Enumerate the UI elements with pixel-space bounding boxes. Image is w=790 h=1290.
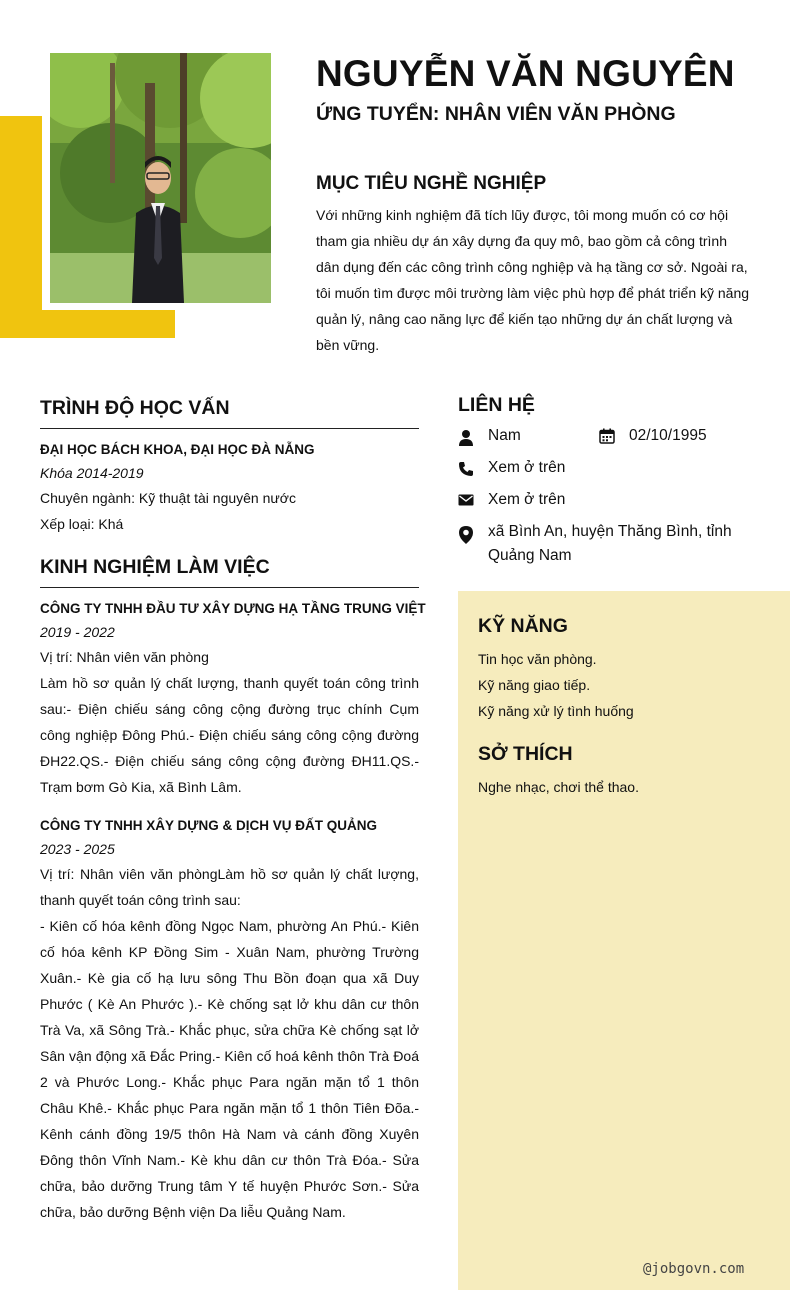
objective-text: Với những kinh nghiệm đã tích lũy được, tôi mong muốn có cơ hội tham gia nhiều dự án xây dựng đa quy mô, bao gồm cả công trình dân dụng đến các công trình công nghiệp và hạ tầng cơ sở. Ngoài ra, tôi muốn tìm được môi trường làm việc phù hợp để phát triển kỹ năng quản lý, nâng cao năng lực để kiến tạo những dự án chất lượng và bền vững. [316, 207, 750, 353]
phone-icon [458, 461, 474, 477]
job-period: 2023 - 2025 [40, 841, 115, 857]
contact-birthday: 02/10/1995 [629, 427, 707, 444]
job-period: 2019 - 2022 [40, 624, 115, 640]
candidate-name: NGUYỄN VĂN NGUYÊN [316, 53, 735, 94]
yellow-frame-horizontal [0, 310, 175, 338]
job-description: Làm hồ sơ quản lý chất lượng, thanh quyết toán công trình sau:- Điện chiếu sáng công cộng đường trục chính Cụm công nghiệp Đông Phú.- Điện chiếu sáng công cộng đường ĐH22.QS.- Điện chiếu sáng công cộng đường ĐH11.QS.- Trạm bơm Gò Kia, xã Bình Lâm. [40, 675, 419, 795]
location-pin-icon [458, 525, 474, 541]
education-grade: Xếp loại: Khá [40, 516, 124, 532]
profile-photo [50, 53, 271, 303]
hobbies-title: SỞ THÍCH [478, 743, 573, 765]
hobbies-text: Nghe nhạc, chơi thể thao. [478, 779, 639, 795]
education-title: TRÌNH ĐỘ HỌC VẤN [40, 397, 230, 419]
contact-email: Xem ở trên [488, 491, 566, 508]
job-role: Vị trí: Nhân viên văn phòngLàm hồ sơ quản lý chất lượng, thanh quyết toán công trình sau: [40, 866, 419, 908]
skill-item: Tin học văn phòng. [478, 651, 597, 667]
contact-address: xã Bình An, huyện Thăng Bình, tỉnh Quảng Nam [488, 523, 732, 564]
person-icon [458, 429, 474, 445]
contact-phone: Xem ở trên [488, 459, 566, 476]
contact-title: LIÊN HỆ [458, 394, 535, 416]
skill-item: Kỹ năng xử lý tình huống [478, 703, 634, 719]
watermark: @jobgovn.com [643, 1261, 745, 1277]
contact-gender: Nam [488, 427, 521, 444]
job-description: - Kiên cố hóa kênh đồng Ngọc Nam, phường An Phú.- Kiên cố hóa kênh KP Đồng Sim - Xuân Nam, phường Trường Xuân.- Kè gia cố hạ lưu sông Thu Bồn đoạn qua xã Duy Phước ( Kè An Phước ).- Kè chống sạt lở khu dân cư thôn Trà Va, xã Sông Trà.- Khắc phục, sửa chữa Kè chống sạt lở Sân vận động xã Đắc Pring.- Kiên cố hoá kênh thôn Trà Đoá 2 và Phước Long.- Khắc phục Para ngăn mặn tổ 1 thôn Châu Khê.- Khắc phục Para ngăn mặn tổ 1 thôn Tiên Đõa.- Kênh cánh đồng 19/5 thôn Hà Nam và cánh đồng Xuyên Đông thôn Vĩnh Nam.- Kè khu dân cư thôn Trà Đóa.- Sửa chữa, bảo dưỡng Trung tâm Y tế huyện Phước Sơn.- Sửa chữa, bảo dưỡng Bệnh viện Da liễu Quảng Nam. [40, 918, 419, 1220]
skills-title: KỸ NĂNG [478, 615, 568, 637]
yellow-frame-vertical [0, 116, 42, 338]
education-school: ĐẠI HỌC BÁCH KHOA, ĐẠI HỌC ĐÀ NẴNG [40, 442, 315, 457]
applied-position: ỨNG TUYỂN: NHÂN VIÊN VĂN PHÒNG [316, 103, 676, 125]
job-company: CÔNG TY TNHH XÂY DỰNG & DỊCH VỤ ĐẤT QUẢNG [40, 818, 377, 833]
skill-item: Kỹ năng giao tiếp. [478, 677, 591, 693]
experience-divider [40, 587, 419, 588]
objective-title: MỤC TIÊU NGHỀ NGHIỆP [316, 173, 547, 194]
mail-icon [458, 493, 474, 509]
calendar-icon [599, 428, 615, 444]
education-divider [40, 428, 419, 429]
education-major: Chuyên ngành: Kỹ thuật tài nguyên nước [40, 490, 296, 506]
experience-title: KINH NGHIỆM LÀM VIỆC [40, 556, 270, 578]
job-company: CÔNG TY TNHH ĐẦU TƯ XÂY DỰNG HẠ TẦNG TRUNG VIỆT [40, 601, 426, 616]
job-role: Vị trí: Nhân viên văn phòng [40, 649, 209, 665]
education-period: Khóa 2014-2019 [40, 465, 144, 481]
